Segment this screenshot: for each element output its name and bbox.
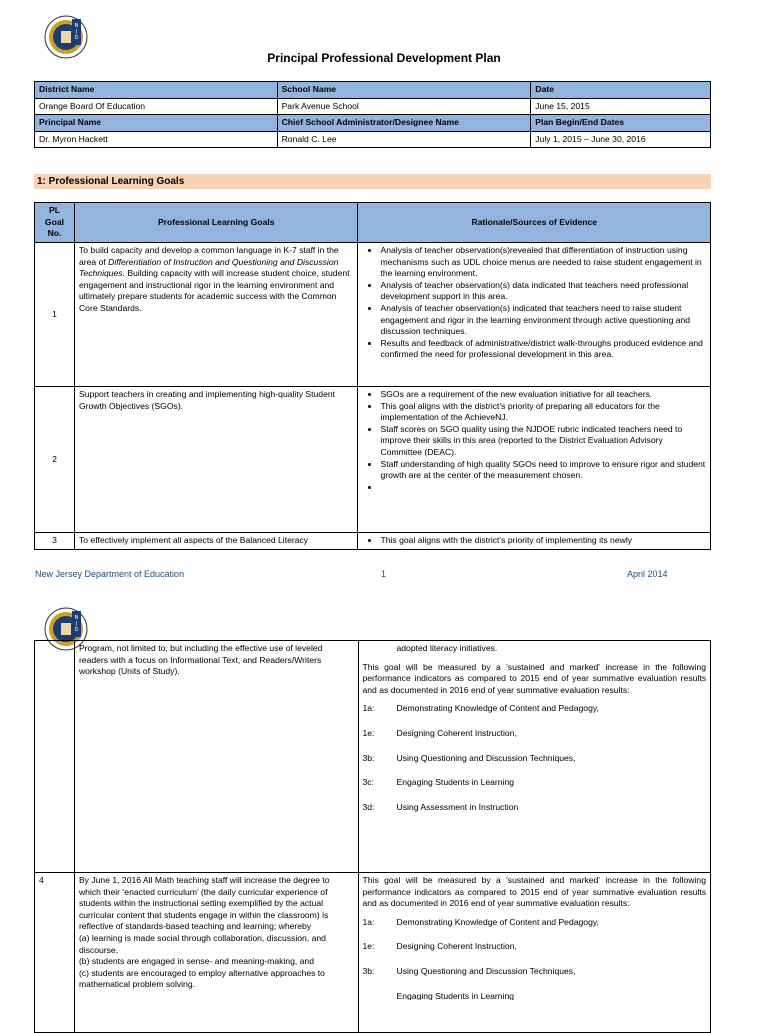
page-title: Principal Professional Development Plan [267, 51, 501, 65]
goal-text: To build capacity and develop a common language in K-7 staff in the area of Differentiation of Instruction and Questioning and Discussion Techniques. Building capacity with will increase student choice, student engagement and instructional rigor in the learning environment and ultimately prepare students for academic success with the Common Core Standards. [74, 243, 358, 387]
goal-number: 4 [35, 873, 75, 1033]
district-value: Orange Board Of Education [35, 98, 278, 115]
principal-value: Dr. Myron Hackett [35, 131, 278, 148]
rationale-item: • Results and feedback of administrative/district walk-throughs produced evidence and confirmed the need for professional development in this area. [380, 338, 706, 361]
rationale-item: • Staff scores on SGO quality using the NJDOE rubric indicated teachers need to improve their skills in this area (reported to the District Evaluation Advisory Committee (DEAC). [380, 424, 706, 459]
goal-text: Support teachers in creating and implementing high-quality Student Growth Objectives (SGOs). [74, 387, 358, 533]
indicator: 1e: Designing Coherent Instruction, [362, 941, 517, 952]
rationale-continued: adopted literacy initiatives. [396, 643, 498, 653]
section-title: 1: Professional Learning Goals [34, 174, 711, 189]
school-value: Park Avenue School [277, 98, 531, 115]
footer-right: April 2014 [627, 569, 668, 579]
date-value: June 15, 2015 [531, 98, 711, 115]
indicator: 1a: Demonstrating Knowledge of Content and Pedagogy, [362, 703, 599, 714]
goal-number: 3 [35, 533, 75, 550]
plan-dates-label: Plan Begin/End Dates [531, 115, 711, 132]
col-goals: Professional Learning Goals [74, 203, 358, 243]
svg-text:D: D [74, 627, 79, 633]
footer-left: New Jersey Department of Education [35, 569, 185, 579]
goal-row [35, 243, 711, 387]
footer-page-number: 1 [381, 569, 387, 579]
rationale-item: • SGOs are a requirement of the new evaluation initiative for all teachers. [380, 389, 706, 401]
goal-number: 2 [35, 387, 75, 533]
date-label: Date [531, 82, 711, 99]
goal-rationale [358, 533, 711, 550]
indicator-cut: Engaging Students in Learning [396, 990, 515, 1000]
col-goal-number: PL Goal No. [35, 203, 75, 243]
svg-text:J: J [75, 29, 78, 35]
csa-value: Ronald C. Lee [277, 131, 531, 148]
rationale-item [380, 482, 706, 494]
plan-dates-value: July 1, 2015 – June 30, 2016 [531, 131, 711, 148]
svg-text:N: N [74, 23, 79, 29]
rationale-item: • Analysis of teacher observation(s) indicated that teachers need to raise student engagement and rigor in the learning environment through active questioning and discussion techniques. [380, 303, 706, 338]
goal-text: To effectively implement all aspects of the Balanced Literacy [74, 533, 358, 550]
goal-text: Program, not limited to, but including the effective use of leveled readers with a focus on Informational Text, and Readers/Writers workshop (Units of Study). [74, 641, 358, 873]
svg-text:J: J [75, 621, 78, 627]
indicator: 3d: Using Assessment in Instruction [362, 801, 519, 812]
rationale-item: • Staff understanding of high quality SGOs need to improve to ensure rigor and student growth are at the center of the measurement chosen. [380, 459, 706, 482]
school-label: School Name [277, 82, 531, 99]
goal-row [35, 641, 711, 873]
indicator: 1e: Designing Coherent Instruction, [362, 727, 517, 738]
indicator: 3b: Using Questioning and Discussion Techniques, [362, 965, 576, 976]
rationale-item: • This goal aligns with the district’s priority of implementing its newly [380, 535, 706, 547]
goal-row [35, 873, 711, 1033]
goals-table-continued [34, 640, 711, 1033]
svg-text:D: D [74, 35, 79, 41]
principal-label: Principal Name [35, 115, 278, 132]
info-table [34, 81, 711, 148]
goal-rationale [358, 243, 711, 387]
goal-row [35, 533, 711, 550]
goal-row [35, 387, 711, 533]
goal-number [35, 641, 75, 873]
rationale-item: • Analysis of teacher observation(s)revealed that differentiation of instruction using mechanisms such as UDL choice menus are needed to raise student engagement in the learning environment. [380, 245, 706, 280]
indicator: 3b: Using Questioning and Discussion Techniques, [362, 752, 576, 763]
goal-rationale [358, 873, 711, 1033]
district-label: District Name [35, 82, 278, 99]
rationale-item: • Analysis of teacher observation(s) data indicated that teachers need professional development support in this area. [380, 280, 706, 303]
goals-table [34, 202, 711, 550]
measure-text: This goal will be measured by a 'sustained and marked' increase in the following performance indicators as compared to 2015 end of year summative evaluation results and as documented in 2016 end of year summative evaluation results: [362, 875, 706, 909]
goal-rationale [358, 387, 711, 533]
csa-label: Chief School Administrator/Designee Name [277, 115, 531, 132]
goal-text: By June 1, 2016 All Math teaching staff will increase the degree to which their ‘enacted curriculum’ (the daily curricular experience of students within the instructional setting exemplified by the actual curricular content that students engage in within the classroom) is reflective of standards-based teaching and learning; whereby (a) learning is made social through collaboration, discussion, and discourse, (b) students are engaged in sense- and meaning-making, and (c) students are encouraged to employ alternative approaches to mathematical problem solving. [74, 873, 358, 1033]
goal-number: 1 [35, 243, 75, 387]
svg-text:N: N [74, 615, 79, 621]
measure-text: This goal will be measured by a 'sustained and marked' increase in the following performance indicators as compared to 2015 end of year summative evaluation results and as documented in 2016 end of year summative evaluation results: [362, 661, 706, 695]
col-rationale: Rationale/Sources of Evidence [358, 203, 711, 243]
indicator: 3c: Engaging Students in Learning [362, 777, 515, 788]
indicator: 1a: Demonstrating Knowledge of Content and Pedagogy, [362, 916, 599, 927]
goal-rationale [358, 641, 711, 873]
rationale-item: • This goal aligns with the district’s priority of preparing all educators for the implementation of the AchieveNJ. [380, 401, 706, 424]
